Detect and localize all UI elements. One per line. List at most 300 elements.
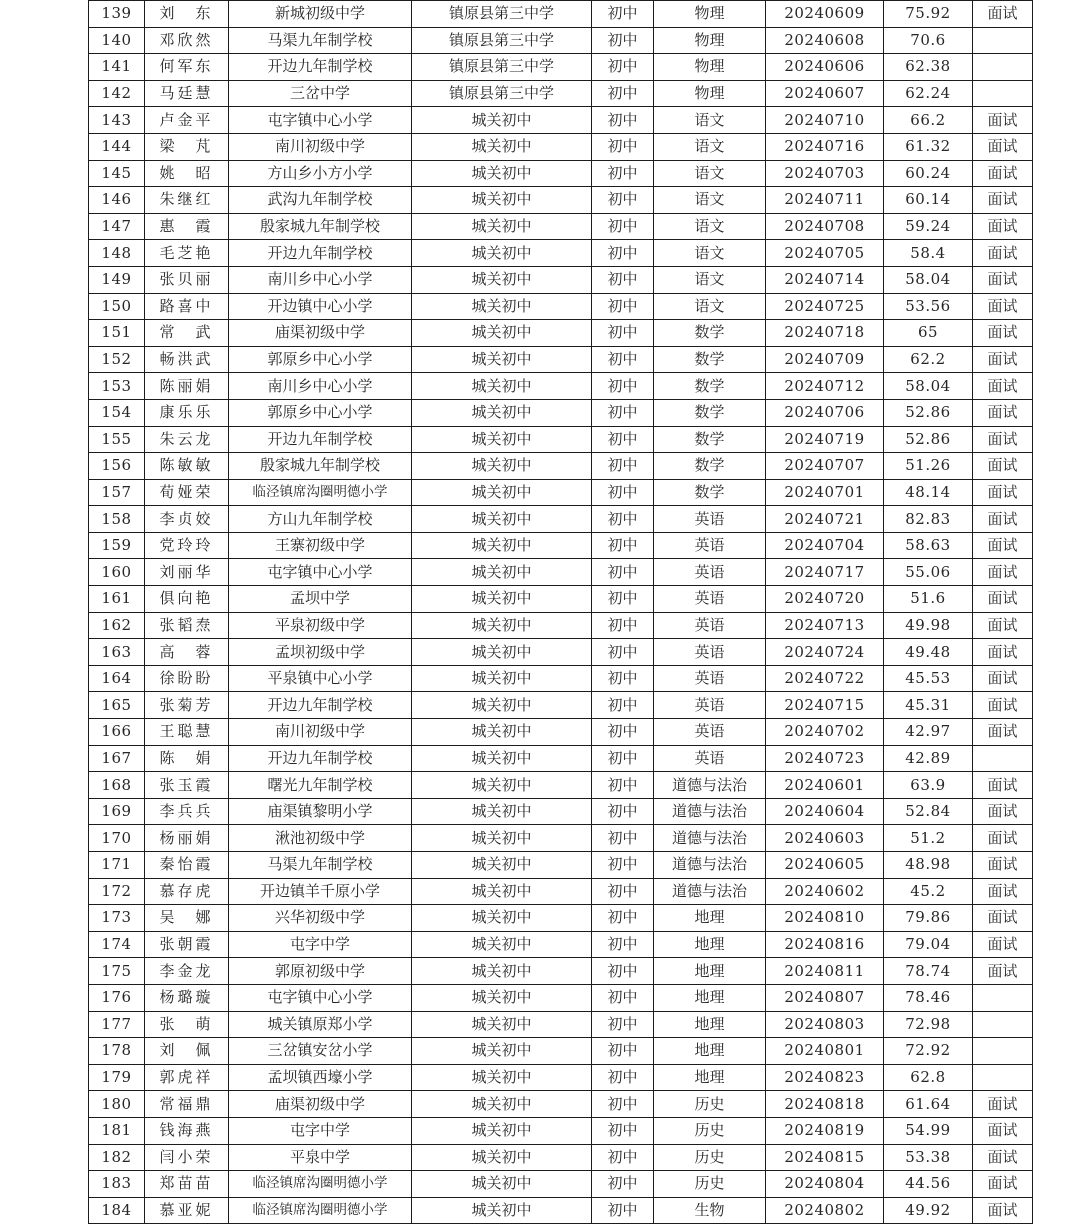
candidate-name-cell: 张朝霞 xyxy=(145,931,229,958)
exam-number-cell: 20240818 xyxy=(766,1091,884,1118)
subject-cell: 英语 xyxy=(654,532,766,559)
row-number-cell: 181 xyxy=(89,1117,145,1144)
candidate-name-cell: 徐盼盼 xyxy=(145,665,229,692)
candidate-name-cell: 刘 东 xyxy=(145,1,229,28)
candidate-name-cell: 陈丽娟 xyxy=(145,373,229,400)
exam-number-cell: 20240608 xyxy=(766,27,884,54)
school-level-cell: 初中 xyxy=(592,1171,654,1198)
current-school-cell: 庙渠初级中学 xyxy=(229,1091,412,1118)
table-row xyxy=(89,1144,1033,1171)
row-number-cell: 145 xyxy=(89,160,145,187)
candidate-name-cell: 郑苗苗 xyxy=(145,1171,229,1198)
row-number-cell: 150 xyxy=(89,293,145,320)
target-school-cell: 城关初中 xyxy=(412,665,592,692)
score-cell: 60.24 xyxy=(884,160,973,187)
current-school-cell: 方山九年制学校 xyxy=(229,506,412,533)
current-school-cell: 三岔镇安岔小学 xyxy=(229,1038,412,1065)
target-school-cell: 城关初中 xyxy=(412,825,592,852)
exam-number-cell: 20240712 xyxy=(766,373,884,400)
subject-cell: 英语 xyxy=(654,692,766,719)
subject-cell: 地理 xyxy=(654,931,766,958)
subject-cell: 物理 xyxy=(654,27,766,54)
current-school-cell: 三岔中学 xyxy=(229,80,412,107)
table-row xyxy=(89,240,1033,267)
exam-number-cell: 20240603 xyxy=(766,825,884,852)
current-school-cell: 开边九年制学校 xyxy=(229,745,412,772)
row-number-cell: 142 xyxy=(89,80,145,107)
interview-status-cell: 面试 xyxy=(973,1091,1033,1118)
score-cell: 62.38 xyxy=(884,54,973,81)
exam-number-cell: 20240607 xyxy=(766,80,884,107)
table-row xyxy=(89,426,1033,453)
school-level-cell: 初中 xyxy=(592,160,654,187)
score-cell: 78.46 xyxy=(884,984,973,1011)
target-school-cell: 城关初中 xyxy=(412,878,592,905)
candidate-name-cell: 李兵兵 xyxy=(145,798,229,825)
target-school-cell: 城关初中 xyxy=(412,1171,592,1198)
current-school-cell: 南川乡中心小学 xyxy=(229,373,412,400)
current-school-cell: 王寨初级中学 xyxy=(229,532,412,559)
table-row xyxy=(89,399,1033,426)
subject-cell: 数学 xyxy=(654,426,766,453)
school-level-cell: 初中 xyxy=(592,54,654,81)
subject-cell: 地理 xyxy=(654,984,766,1011)
row-number-cell: 183 xyxy=(89,1171,145,1198)
row-number-cell: 180 xyxy=(89,1091,145,1118)
subject-cell: 语文 xyxy=(654,213,766,240)
subject-cell: 地理 xyxy=(654,1064,766,1091)
subject-cell: 道德与法治 xyxy=(654,852,766,879)
interview-status-cell: 面试 xyxy=(973,320,1033,347)
subject-cell: 生物 xyxy=(654,1197,766,1224)
target-school-cell: 城关初中 xyxy=(412,133,592,160)
exam-number-cell: 20240601 xyxy=(766,772,884,799)
target-school-cell: 城关初中 xyxy=(412,1011,592,1038)
exam-number-cell: 20240801 xyxy=(766,1038,884,1065)
exam-number-cell: 20240816 xyxy=(766,931,884,958)
table-row xyxy=(89,931,1033,958)
school-level-cell: 初中 xyxy=(592,852,654,879)
current-school-cell: 曙光九年制学校 xyxy=(229,772,412,799)
school-level-cell: 初中 xyxy=(592,1197,654,1224)
row-number-cell: 155 xyxy=(89,426,145,453)
exam-number-cell: 20240717 xyxy=(766,559,884,586)
exam-number-cell: 20240716 xyxy=(766,133,884,160)
target-school-cell: 城关初中 xyxy=(412,1197,592,1224)
school-level-cell: 初中 xyxy=(592,399,654,426)
interview-status-cell: 面试 xyxy=(973,692,1033,719)
interview-status-cell xyxy=(973,1038,1033,1065)
target-school-cell: 城关初中 xyxy=(412,532,592,559)
subject-cell: 地理 xyxy=(654,1011,766,1038)
row-number-cell: 171 xyxy=(89,852,145,879)
table-row xyxy=(89,745,1033,772)
exam-number-cell: 20240605 xyxy=(766,852,884,879)
target-school-cell: 城关初中 xyxy=(412,293,592,320)
subject-cell: 语文 xyxy=(654,293,766,320)
exam-number-cell: 20240609 xyxy=(766,1,884,28)
score-cell: 54.99 xyxy=(884,1117,973,1144)
school-level-cell: 初中 xyxy=(592,506,654,533)
interview-status-cell: 面试 xyxy=(973,958,1033,985)
subject-cell: 英语 xyxy=(654,665,766,692)
score-cell: 78.74 xyxy=(884,958,973,985)
row-number-cell: 164 xyxy=(89,665,145,692)
current-school-cell: 城关镇原郑小学 xyxy=(229,1011,412,1038)
interview-status-cell: 面试 xyxy=(973,160,1033,187)
target-school-cell: 城关初中 xyxy=(412,107,592,134)
candidate-name-cell: 李贞姣 xyxy=(145,506,229,533)
current-school-cell: 开边镇中心小学 xyxy=(229,293,412,320)
current-school-cell: 开边九年制学校 xyxy=(229,240,412,267)
table-row xyxy=(89,878,1033,905)
school-level-cell: 初中 xyxy=(592,266,654,293)
current-school-cell: 临泾镇席沟圈明德小学 xyxy=(229,1197,412,1224)
subject-cell: 地理 xyxy=(654,905,766,932)
school-level-cell: 初中 xyxy=(592,559,654,586)
interview-status-cell: 面试 xyxy=(973,825,1033,852)
school-level-cell: 初中 xyxy=(592,586,654,613)
current-school-cell: 开边九年制学校 xyxy=(229,692,412,719)
subject-cell: 数学 xyxy=(654,479,766,506)
table-row xyxy=(89,612,1033,639)
target-school-cell: 城关初中 xyxy=(412,213,592,240)
school-level-cell: 初中 xyxy=(592,27,654,54)
table-row xyxy=(89,1091,1033,1118)
subject-cell: 道德与法治 xyxy=(654,878,766,905)
subject-cell: 物理 xyxy=(654,54,766,81)
current-school-cell: 湫池初级中学 xyxy=(229,825,412,852)
exam-number-cell: 20240721 xyxy=(766,506,884,533)
table-row xyxy=(89,320,1033,347)
interview-status-cell xyxy=(973,984,1033,1011)
current-school-cell: 庙渠初级中学 xyxy=(229,320,412,347)
score-cell: 58.04 xyxy=(884,373,973,400)
interview-status-cell: 面试 xyxy=(973,266,1033,293)
table-row xyxy=(89,559,1033,586)
current-school-cell: 平泉镇中心小学 xyxy=(229,665,412,692)
target-school-cell: 城关初中 xyxy=(412,958,592,985)
target-school-cell: 城关初中 xyxy=(412,798,592,825)
score-cell: 58.63 xyxy=(884,532,973,559)
candidate-name-cell: 李金龙 xyxy=(145,958,229,985)
score-cell: 45.31 xyxy=(884,692,973,719)
exam-number-cell: 20240701 xyxy=(766,479,884,506)
subject-cell: 英语 xyxy=(654,506,766,533)
row-number-cell: 168 xyxy=(89,772,145,799)
score-cell: 45.2 xyxy=(884,878,973,905)
interview-status-cell: 面试 xyxy=(973,1117,1033,1144)
score-cell: 72.92 xyxy=(884,1038,973,1065)
target-school-cell: 镇原县第三中学 xyxy=(412,54,592,81)
row-number-cell: 143 xyxy=(89,107,145,134)
candidate-name-cell: 畅洪武 xyxy=(145,346,229,373)
target-school-cell: 城关初中 xyxy=(412,1144,592,1171)
table-row xyxy=(89,772,1033,799)
candidate-name-cell: 朱继红 xyxy=(145,187,229,214)
exam-number-cell: 20240722 xyxy=(766,665,884,692)
subject-cell: 英语 xyxy=(654,559,766,586)
interview-status-cell xyxy=(973,1011,1033,1038)
current-school-cell: 孟坝中学 xyxy=(229,586,412,613)
interview-status-cell: 面试 xyxy=(973,1144,1033,1171)
score-cell: 52.84 xyxy=(884,798,973,825)
school-level-cell: 初中 xyxy=(592,905,654,932)
school-level-cell: 初中 xyxy=(592,479,654,506)
school-level-cell: 初中 xyxy=(592,772,654,799)
candidate-name-cell: 杨璐璇 xyxy=(145,984,229,1011)
table-row xyxy=(89,107,1033,134)
table-row xyxy=(89,665,1033,692)
subject-cell: 道德与法治 xyxy=(654,798,766,825)
exam-number-cell: 20240702 xyxy=(766,719,884,746)
candidate-name-cell: 张韬焘 xyxy=(145,612,229,639)
current-school-cell: 郭原乡中心小学 xyxy=(229,346,412,373)
table-row xyxy=(89,1011,1033,1038)
current-school-cell: 开边九年制学校 xyxy=(229,426,412,453)
row-number-cell: 158 xyxy=(89,506,145,533)
table-row xyxy=(89,639,1033,666)
exam-number-cell: 20240604 xyxy=(766,798,884,825)
row-number-cell: 140 xyxy=(89,27,145,54)
score-cell: 45.53 xyxy=(884,665,973,692)
current-school-cell: 平泉中学 xyxy=(229,1144,412,1171)
current-school-cell: 殷家城九年制学校 xyxy=(229,213,412,240)
results-table xyxy=(88,0,1033,1224)
interview-status-cell: 面试 xyxy=(973,426,1033,453)
current-school-cell: 殷家城九年制学校 xyxy=(229,453,412,480)
school-level-cell: 初中 xyxy=(592,1144,654,1171)
row-number-cell: 175 xyxy=(89,958,145,985)
exam-number-cell: 20240802 xyxy=(766,1197,884,1224)
table-row xyxy=(89,346,1033,373)
score-cell: 51.2 xyxy=(884,825,973,852)
exam-number-cell: 20240815 xyxy=(766,1144,884,1171)
candidate-name-cell: 张菊芳 xyxy=(145,692,229,719)
subject-cell: 数学 xyxy=(654,453,766,480)
candidate-name-cell: 郭虎祥 xyxy=(145,1064,229,1091)
target-school-cell: 城关初中 xyxy=(412,479,592,506)
target-school-cell: 城关初中 xyxy=(412,399,592,426)
school-level-cell: 初中 xyxy=(592,825,654,852)
interview-status-cell: 面试 xyxy=(973,213,1033,240)
score-cell: 75.92 xyxy=(884,1,973,28)
table-row xyxy=(89,852,1033,879)
subject-cell: 道德与法治 xyxy=(654,772,766,799)
current-school-cell: 开边镇羊千原小学 xyxy=(229,878,412,905)
subject-cell: 英语 xyxy=(654,586,766,613)
score-cell: 42.97 xyxy=(884,719,973,746)
interview-status-cell: 面试 xyxy=(973,506,1033,533)
table-row xyxy=(89,532,1033,559)
current-school-cell: 郭原乡中心小学 xyxy=(229,399,412,426)
exam-number-cell: 20240724 xyxy=(766,639,884,666)
interview-status-cell: 面试 xyxy=(973,1197,1033,1224)
subject-cell: 语文 xyxy=(654,266,766,293)
table-row xyxy=(89,719,1033,746)
school-level-cell: 初中 xyxy=(592,745,654,772)
table-row xyxy=(89,798,1033,825)
exam-number-cell: 20240725 xyxy=(766,293,884,320)
score-cell: 70.6 xyxy=(884,27,973,54)
table-row xyxy=(89,958,1033,985)
subject-cell: 数学 xyxy=(654,346,766,373)
table-row xyxy=(89,293,1033,320)
subject-cell: 道德与法治 xyxy=(654,825,766,852)
candidate-name-cell: 刘丽华 xyxy=(145,559,229,586)
candidate-name-cell: 马廷慧 xyxy=(145,80,229,107)
current-school-cell: 新城初级中学 xyxy=(229,1,412,28)
school-level-cell: 初中 xyxy=(592,320,654,347)
candidate-name-cell: 慕存虎 xyxy=(145,878,229,905)
exam-number-cell: 20240703 xyxy=(766,160,884,187)
row-number-cell: 151 xyxy=(89,320,145,347)
score-cell: 51.6 xyxy=(884,586,973,613)
row-number-cell: 159 xyxy=(89,532,145,559)
score-cell: 62.8 xyxy=(884,1064,973,1091)
interview-status-cell: 面试 xyxy=(973,373,1033,400)
interview-status-cell xyxy=(973,27,1033,54)
candidate-name-cell: 党玲玲 xyxy=(145,532,229,559)
row-number-cell: 165 xyxy=(89,692,145,719)
row-number-cell: 146 xyxy=(89,187,145,214)
row-number-cell: 144 xyxy=(89,133,145,160)
score-cell: 66.2 xyxy=(884,107,973,134)
interview-status-cell: 面试 xyxy=(973,905,1033,932)
exam-number-cell: 20240710 xyxy=(766,107,884,134)
row-number-cell: 170 xyxy=(89,825,145,852)
school-level-cell: 初中 xyxy=(592,426,654,453)
candidate-name-cell: 张贝丽 xyxy=(145,266,229,293)
target-school-cell: 城关初中 xyxy=(412,266,592,293)
school-level-cell: 初中 xyxy=(592,133,654,160)
target-school-cell: 镇原县第三中学 xyxy=(412,80,592,107)
school-level-cell: 初中 xyxy=(592,931,654,958)
target-school-cell: 城关初中 xyxy=(412,905,592,932)
row-number-cell: 166 xyxy=(89,719,145,746)
row-number-cell: 160 xyxy=(89,559,145,586)
interview-status-cell: 面试 xyxy=(973,133,1033,160)
subject-cell: 语文 xyxy=(654,107,766,134)
school-level-cell: 初中 xyxy=(592,798,654,825)
school-level-cell: 初中 xyxy=(592,240,654,267)
score-cell: 61.32 xyxy=(884,133,973,160)
exam-number-cell: 20240811 xyxy=(766,958,884,985)
target-school-cell: 城关初中 xyxy=(412,612,592,639)
subject-cell: 地理 xyxy=(654,1038,766,1065)
score-cell: 52.86 xyxy=(884,426,973,453)
interview-status-cell: 面试 xyxy=(973,532,1033,559)
target-school-cell: 城关初中 xyxy=(412,506,592,533)
row-number-cell: 182 xyxy=(89,1144,145,1171)
school-level-cell: 初中 xyxy=(592,187,654,214)
row-number-cell: 176 xyxy=(89,984,145,1011)
row-number-cell: 152 xyxy=(89,346,145,373)
table-row xyxy=(89,187,1033,214)
candidate-name-cell: 陈敏敏 xyxy=(145,453,229,480)
subject-cell: 语文 xyxy=(654,240,766,267)
subject-cell: 历史 xyxy=(654,1091,766,1118)
row-number-cell: 153 xyxy=(89,373,145,400)
target-school-cell: 城关初中 xyxy=(412,1038,592,1065)
score-cell: 51.26 xyxy=(884,453,973,480)
subject-cell: 历史 xyxy=(654,1144,766,1171)
exam-number-cell: 20240714 xyxy=(766,266,884,293)
target-school-cell: 城关初中 xyxy=(412,320,592,347)
row-number-cell: 167 xyxy=(89,745,145,772)
school-level-cell: 初中 xyxy=(592,719,654,746)
school-level-cell: 初中 xyxy=(592,532,654,559)
subject-cell: 历史 xyxy=(654,1171,766,1198)
results-sheet xyxy=(88,0,1032,1224)
row-number-cell: 174 xyxy=(89,931,145,958)
candidate-name-cell: 陈 娟 xyxy=(145,745,229,772)
interview-status-cell: 面试 xyxy=(973,479,1033,506)
subject-cell: 英语 xyxy=(654,639,766,666)
table-row xyxy=(89,1038,1033,1065)
school-level-cell: 初中 xyxy=(592,1038,654,1065)
table-row xyxy=(89,373,1033,400)
table-row xyxy=(89,80,1033,107)
table-row xyxy=(89,453,1033,480)
school-level-cell: 初中 xyxy=(592,1091,654,1118)
candidate-name-cell: 闫小荣 xyxy=(145,1144,229,1171)
score-cell: 49.92 xyxy=(884,1197,973,1224)
interview-status-cell: 面试 xyxy=(973,453,1033,480)
current-school-cell: 屯字镇中心小学 xyxy=(229,984,412,1011)
interview-status-cell: 面试 xyxy=(973,665,1033,692)
interview-status-cell: 面试 xyxy=(973,1171,1033,1198)
interview-status-cell: 面试 xyxy=(973,852,1033,879)
current-school-cell: 南川初级中学 xyxy=(229,719,412,746)
exam-number-cell: 20240810 xyxy=(766,905,884,932)
table-row xyxy=(89,266,1033,293)
table-row xyxy=(89,984,1033,1011)
current-school-cell: 开边九年制学校 xyxy=(229,54,412,81)
candidate-name-cell: 朱云龙 xyxy=(145,426,229,453)
school-level-cell: 初中 xyxy=(592,1117,654,1144)
exam-number-cell: 20240819 xyxy=(766,1117,884,1144)
row-number-cell: 178 xyxy=(89,1038,145,1065)
exam-number-cell: 20240719 xyxy=(766,426,884,453)
candidate-name-cell: 高 蓉 xyxy=(145,639,229,666)
score-cell: 63.9 xyxy=(884,772,973,799)
score-cell: 42.89 xyxy=(884,745,973,772)
target-school-cell: 城关初中 xyxy=(412,984,592,1011)
subject-cell: 数学 xyxy=(654,373,766,400)
table-row xyxy=(89,905,1033,932)
candidate-name-cell: 邓欣然 xyxy=(145,27,229,54)
candidate-name-cell: 张 萌 xyxy=(145,1011,229,1038)
target-school-cell: 镇原县第三中学 xyxy=(412,27,592,54)
current-school-cell: 屯字中学 xyxy=(229,1117,412,1144)
row-number-cell: 141 xyxy=(89,54,145,81)
school-level-cell: 初中 xyxy=(592,692,654,719)
results-table-body xyxy=(89,1,1033,1224)
interview-status-cell: 面试 xyxy=(973,639,1033,666)
current-school-cell: 临泾镇席沟圈明德小学 xyxy=(229,479,412,506)
row-number-cell: 148 xyxy=(89,240,145,267)
interview-status-cell: 面试 xyxy=(973,346,1033,373)
target-school-cell: 城关初中 xyxy=(412,160,592,187)
score-cell: 65 xyxy=(884,320,973,347)
score-cell: 62.24 xyxy=(884,80,973,107)
row-number-cell: 184 xyxy=(89,1197,145,1224)
candidate-name-cell: 秦怡霞 xyxy=(145,852,229,879)
candidate-name-cell: 康乐乐 xyxy=(145,399,229,426)
interview-status-cell: 面试 xyxy=(973,612,1033,639)
table-row xyxy=(89,27,1033,54)
